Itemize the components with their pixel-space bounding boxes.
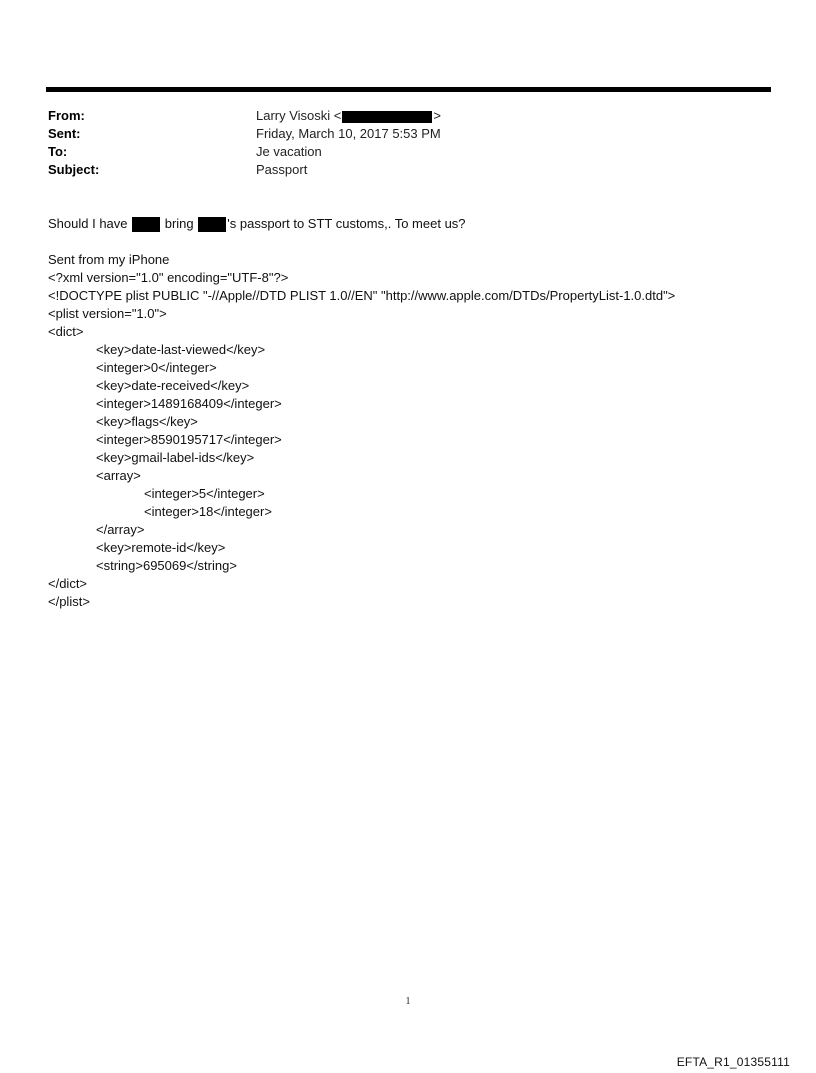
xml-line: <?xml version="1.0" encoding="UTF-8"?>	[48, 270, 289, 285]
subject-label: Subject:	[48, 162, 100, 177]
xml-line: </dict>	[48, 576, 88, 591]
from-name: Larry Visoski <	[256, 108, 342, 123]
xml-line: <string>695069</string>	[96, 558, 237, 573]
redacted-name	[198, 217, 226, 232]
message-part-2: bring	[161, 216, 198, 231]
to-value: Je vacation	[256, 144, 322, 159]
xml-line: <key>remote-id</key>	[96, 540, 226, 555]
to-label: To:	[48, 144, 68, 159]
xml-line: <integer>18</integer>	[144, 504, 272, 519]
email-header	[48, 107, 748, 179]
xml-line: <integer>8590195717</integer>	[96, 432, 282, 447]
xml-line: <integer>0</integer>	[96, 360, 217, 375]
sent-label: Sent:	[48, 126, 81, 141]
xml-line: </array>	[96, 522, 145, 537]
to-row	[48, 143, 748, 161]
xml-line: <array>	[96, 468, 141, 483]
xml-line: <dict>	[48, 324, 84, 339]
message-line	[48, 215, 788, 233]
xml-line: <integer>1489168409</integer>	[96, 396, 282, 411]
subject-value: Passport	[256, 162, 308, 177]
xml-line: <key>date-received</key>	[96, 378, 250, 393]
from-row	[48, 107, 748, 125]
xml-line: </plist>	[48, 594, 90, 609]
from-label: From:	[48, 108, 85, 123]
from-close: >	[433, 108, 441, 123]
xml-line: <integer>5</integer>	[144, 486, 265, 501]
xml-line: <key>gmail-label-ids</key>	[96, 450, 255, 465]
message-part-3: 's passport to STT customs,. To meet us?	[227, 216, 466, 231]
redacted-email	[342, 111, 432, 123]
header-divider	[46, 87, 771, 92]
sent-row	[48, 125, 748, 143]
from-value	[256, 107, 441, 125]
signature: Sent from my iPhone	[48, 252, 170, 267]
blank-line	[48, 233, 788, 251]
xml-line: <plist version="1.0">	[48, 306, 167, 321]
bates-number: EFTA_R1_01355111	[676, 1055, 790, 1069]
page-number: 1	[405, 996, 411, 1007]
subject-row	[48, 161, 748, 179]
message-part-1: Should I have	[48, 216, 132, 231]
sent-value: Friday, March 10, 2017 5:53 PM	[256, 126, 441, 141]
xml-line: <!DOCTYPE plist PUBLIC "-//Apple//DTD PLIST 1.0//EN" "http://www.apple.com/DTDs/PropertyList-1.0.dtd">	[48, 288, 676, 303]
email-body	[48, 215, 788, 611]
redacted-name	[132, 217, 160, 232]
xml-line: <key>date-last-viewed</key>	[96, 342, 266, 357]
xml-line: <key>flags</key>	[96, 414, 198, 429]
